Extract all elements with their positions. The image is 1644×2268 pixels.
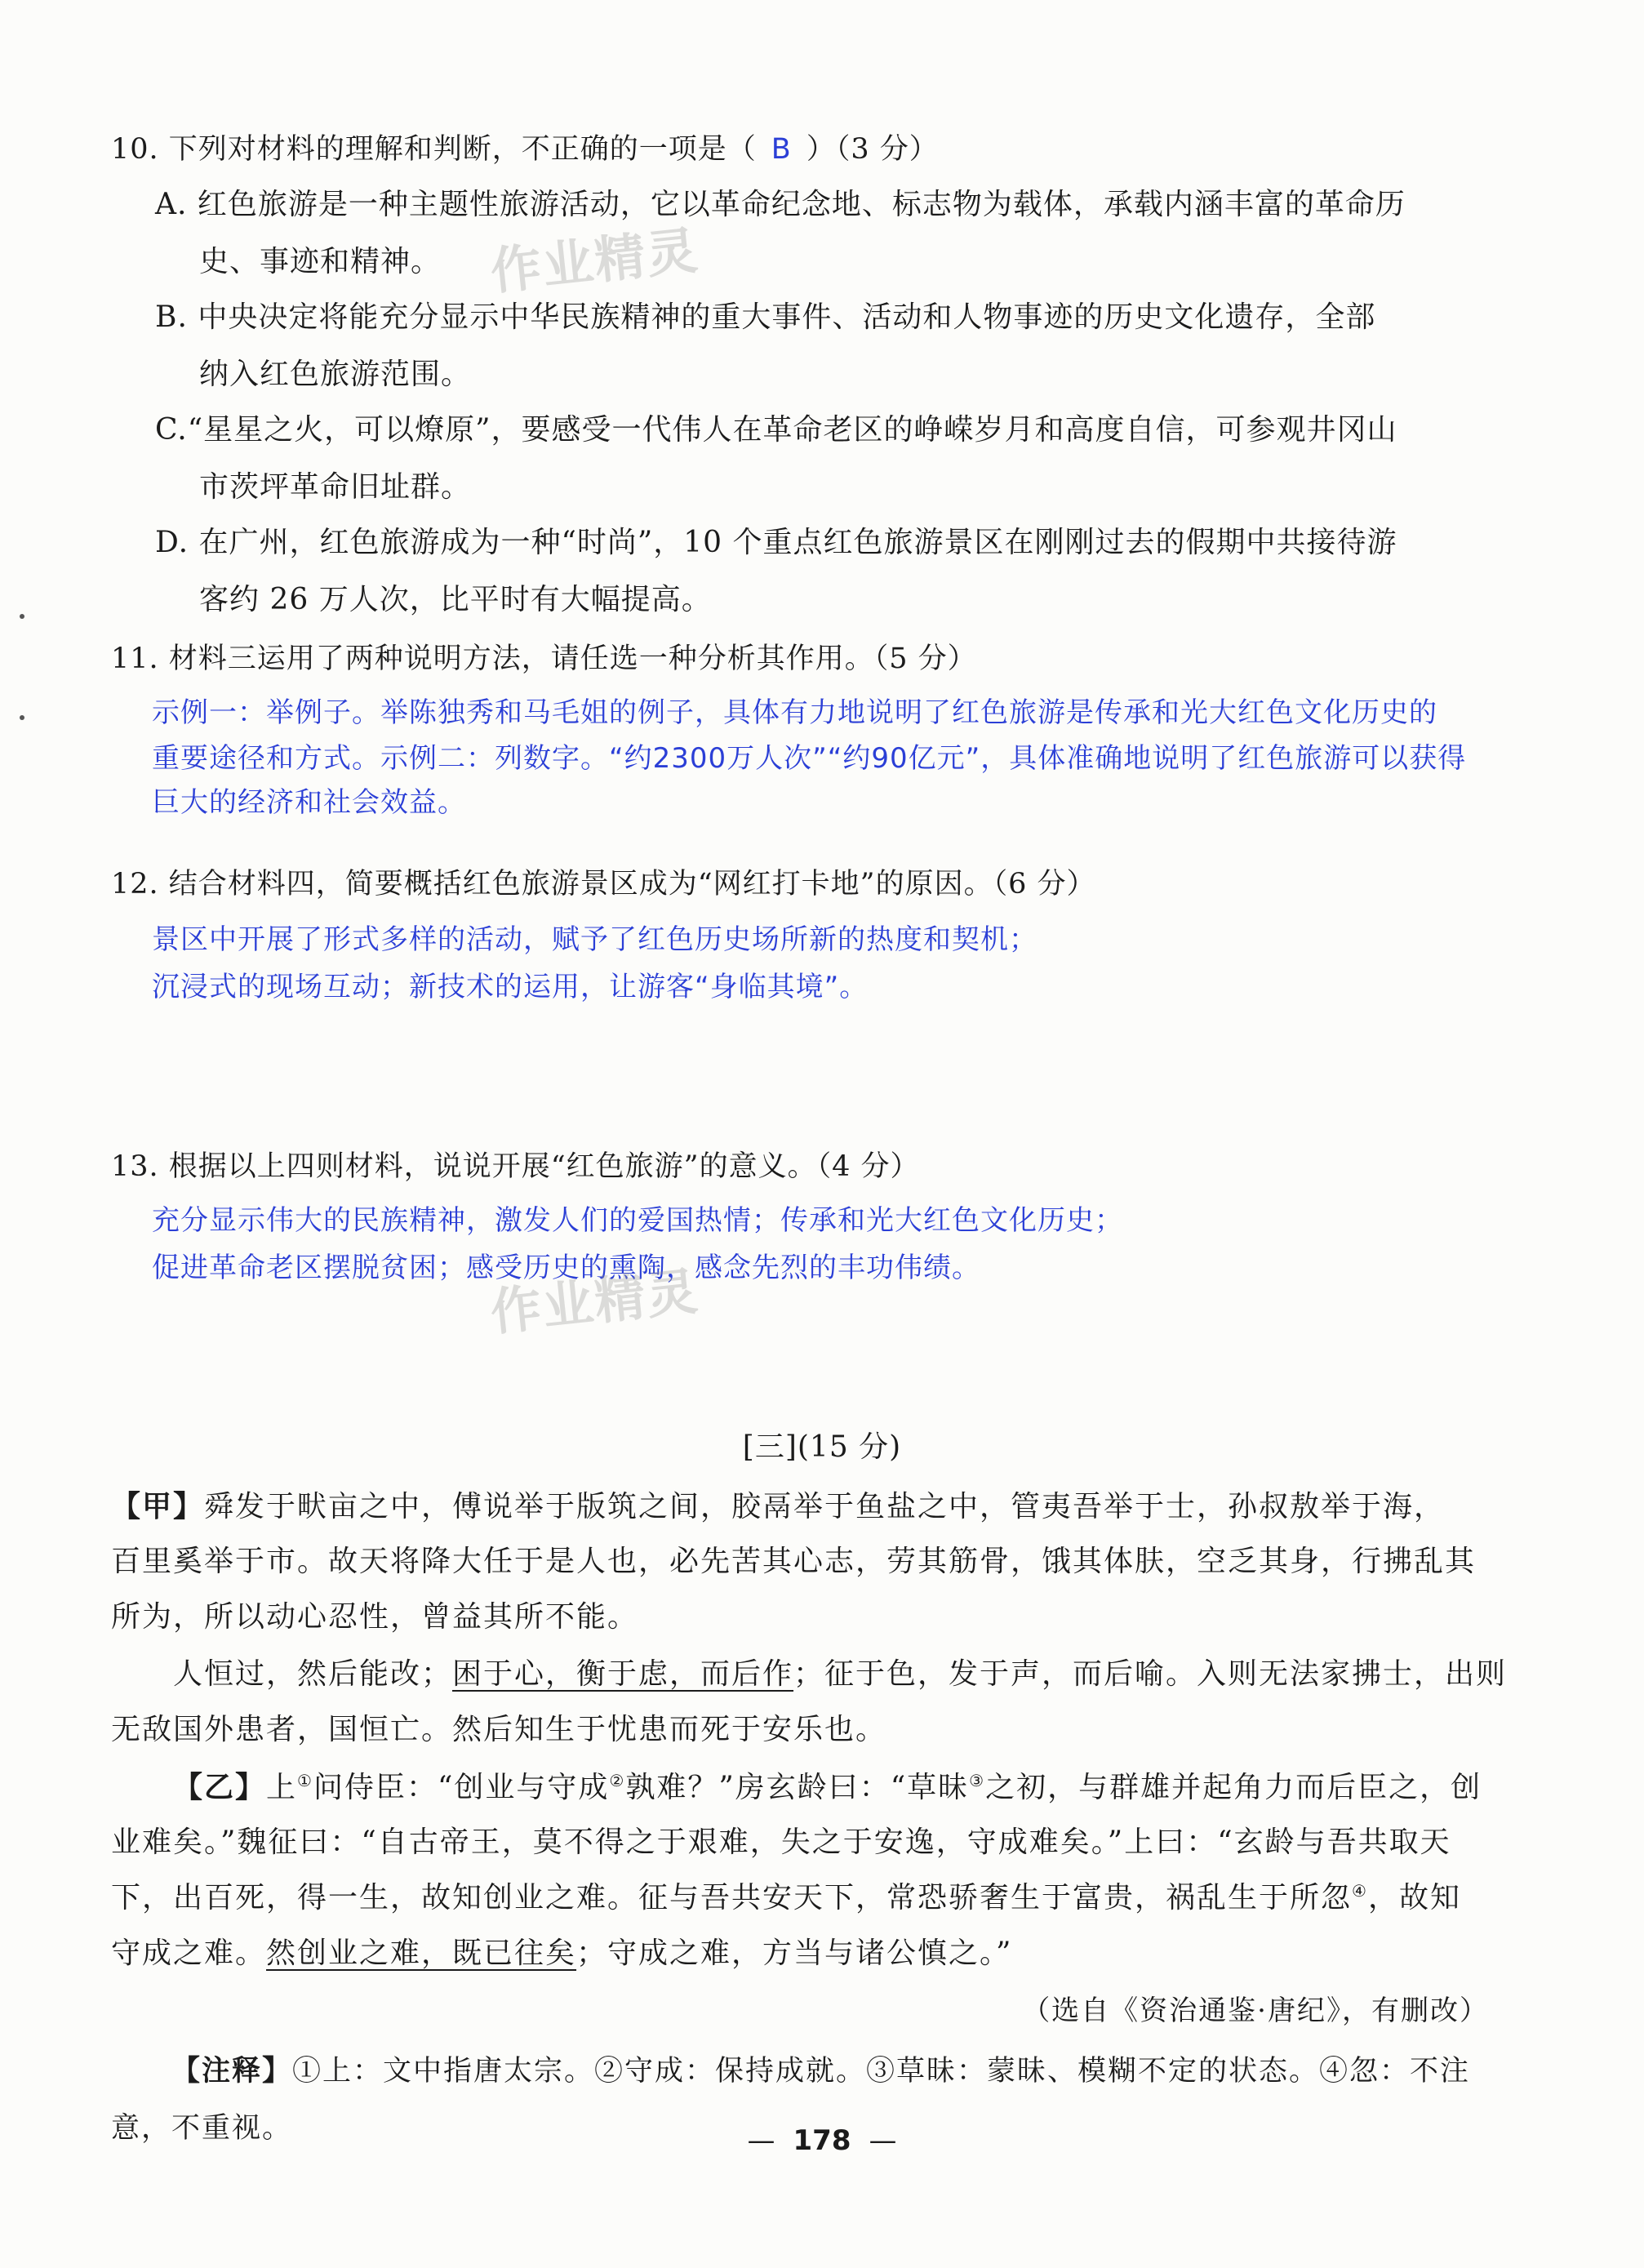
q11-answer-line: 重要途径和方式。示例二：列数字。“约2300万人次”“约90亿元”，具体准确地说明了红色旅游可以获得 (152, 742, 1467, 775)
q11-answer-line: 示例一：举例子。举陈独秀和马毛姐的例子，具体有力地说明了红色旅游是传承和光大红色文化历史的 (152, 696, 1437, 729)
yi-text: 孰难？”房玄龄曰：“草昧 (625, 1771, 970, 1804)
yi-line1 (173, 1768, 1482, 1807)
yi-underlined-sentence: 然创业之难，既已往矣 (266, 1937, 577, 1970)
jia-text: 人恒过，然后能改； (173, 1657, 453, 1691)
q10-option-d-line2: 客约 26 万人次，比平时有大幅提高。 (199, 583, 712, 616)
q12-answer-line: 沉浸式的现场互动；新技术的运用，让游客“身临其境”。 (152, 971, 869, 1003)
q12-answer-line: 景区中开展了形式多样的活动，赋予了红色历史场所新的热度和契机； (152, 923, 1037, 956)
yi-text: 之初，与群雄并起角力而后臣之，创 (985, 1771, 1482, 1804)
notes-line2: 意，不重视。 (111, 2112, 293, 2145)
page-dash-right: — (869, 2124, 897, 2157)
yi-text: 上 (266, 1771, 298, 1804)
watermark: 作业精灵 (487, 220, 702, 302)
jia-line2: 百里奚举于市。故天将降大任于是人也，必先苦其心志，劳其筋骨，饿其体肤，空乏其身，行拂乱其 (111, 1545, 1477, 1578)
q10-option-c-line1: C.“星星之火，可以燎原”，要感受一代伟人在革命老区的峥嵘岁月和高度自信，可参观井冈山 (155, 413, 1397, 447)
footnote-ref: ③ (969, 1771, 986, 1790)
q10-stem-before: 10. 下列对材料的理解和判断，不正确的一项是（ (111, 133, 757, 166)
q10-option-b-line1: B. 中央决定将能充分显示中华民族精神的重大事件、活动和人物事迹的历史文化遗存，全部 (155, 300, 1376, 334)
page-number: 178 (793, 2124, 851, 2157)
q13-answer-line: 促进革命老区摆脱贫困；感受历史的熏陶，感念先烈的丰功伟绩。 (152, 1252, 980, 1284)
jia-label: 【甲】 (111, 1489, 205, 1523)
jia-line5: 无敌国外患者，国恒亡。然后知生于忧患而死于安乐也。 (111, 1713, 887, 1746)
yi-text: 下，出百死，得一生，故知创业之难。征与吾共安天下，常恐骄奢生于富贵，祸乱生于所忽 (111, 1881, 1353, 1914)
jia-text: ；征于色，发于声，而后喻。入则无法家拂士，出则 (793, 1657, 1508, 1691)
yi-text: 问侍臣：“创业与守成 (313, 1771, 610, 1804)
jia-line1 (111, 1488, 1445, 1526)
jia-underlined-sentence: 困于心，衡于虑，而后作 (452, 1657, 794, 1691)
q10-stem-after: ）（3 分） (806, 133, 939, 166)
q10-option-b-line2: 纳入红色旅游范围。 (199, 358, 472, 391)
q12-stem: 12. 结合材料四，简要概括红色旅游景区成为“网红打卡地”的原因。（6 分） (111, 868, 1096, 901)
q10-option-d-line1: D. 在广州，红色旅游成为一种“时尚”，10 个重点红色旅游景区在刚刚过去的假期中共接待游 (155, 526, 1397, 559)
yi-text: ，故知 (1367, 1881, 1461, 1914)
source-citation: （选自《资治通鉴·唐纪》，有删改） (1022, 1995, 1489, 2027)
notes-label: 【注释】 (171, 2054, 293, 2088)
q10-stem (111, 131, 939, 168)
notes-text: ①上：文中指唐太宗。②守成：保持成就。③草昧：蒙昧、模糊不定的状态。④忽：不注 (292, 2055, 1471, 2088)
margin-mark (20, 614, 24, 619)
yi-line2: 业难矣。”魏征曰：“自古帝王，莫不得之于艰难，失之于安逸，守成难矣。”上曰：“玄龄与吾共取天 (111, 1826, 1451, 1859)
q11-stem: 11. 材料三运用了两种说明方法，请任选一种分析其作用。（5 分） (111, 643, 977, 675)
q11-answer-line: 巨大的经济和社会效益。 (152, 786, 466, 819)
jia-line3: 所为，所以动心忍性，曾益其所不能。 (111, 1600, 639, 1634)
q10-option-c-line2: 市茨坪革命旧址群。 (199, 470, 472, 504)
yi-line3 (111, 1879, 1461, 1917)
footnote-ref: ② (609, 1771, 626, 1790)
footnote-ref: ④ (1352, 1881, 1368, 1901)
notes-line1 (171, 2052, 1470, 2090)
q10-answer: B (771, 133, 792, 166)
yi-text: ；守成之难，方当与诸公慎之。” (576, 1937, 1013, 1970)
footnote-ref: ① (297, 1771, 313, 1790)
margin-mark (20, 715, 24, 720)
page-number-footer (0, 2124, 1644, 2157)
yi-line4 (111, 1935, 1012, 1972)
q10-option-a-line2: 史、事迹和精神。 (199, 245, 442, 278)
watermark: 作业精灵 (487, 1261, 702, 1343)
yi-text: 守成之难。 (111, 1937, 267, 1970)
q10-option-a-line1: A. 红色旅游是一种主题性旅游活动，它以革命纪念地、标志物为载体，承载内涵丰富的革命历 (155, 188, 1406, 221)
yi-label: 【乙】 (173, 1770, 267, 1804)
jia-text: 舜发于畎亩之中，傅说举于版筑之间，胶鬲举于鱼盐之中，管夷吾举于士，孙叔敖举于海， (204, 1490, 1446, 1523)
q13-answer-line: 充分显示伟大的民族精神，激发人们的爱国热情；传承和光大红色文化历史； (152, 1204, 1123, 1237)
page-dash-left: — (747, 2124, 775, 2157)
section-title: [三](15 分) (742, 1430, 902, 1464)
q13-stem: 13. 根据以上四则材料，说说开展“红色旅游”的意义。（4 分） (111, 1150, 920, 1183)
jia-line4 (173, 1656, 1507, 1693)
